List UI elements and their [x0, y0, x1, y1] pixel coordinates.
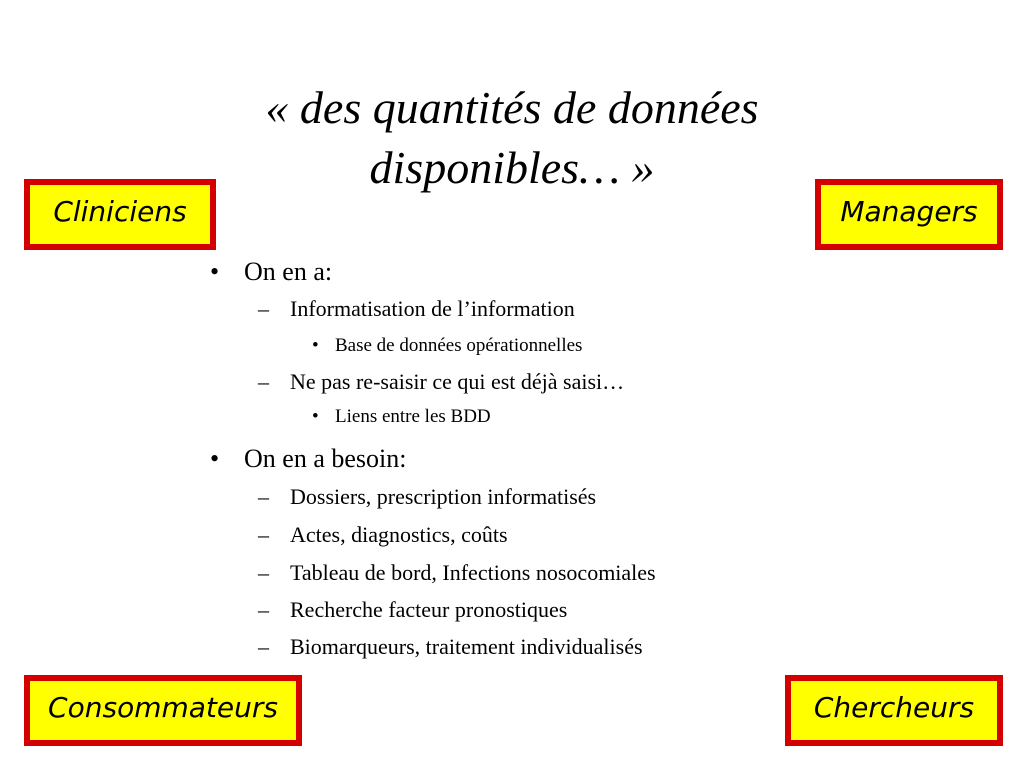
- list-item: Ne pas re-saisir ce qui est déjà saisi…: [290, 369, 625, 394]
- dash-marker: –: [258, 597, 269, 622]
- list-sub-item: Base de données opérationnelles: [335, 335, 583, 356]
- slide-title-line-2: disponibles… »: [369, 142, 655, 193]
- chercheurs-box: Chercheurs: [785, 675, 1003, 746]
- cliniciens-box: Cliniciens: [24, 179, 216, 250]
- list-item: Tableau de bord, Infections nosocomiales: [290, 560, 656, 585]
- list-item: Biomarqueurs, traitement individualisés: [290, 634, 643, 659]
- slide-title-line-1: « des quantités de données: [265, 82, 759, 133]
- section-2-heading: On en a besoin:: [244, 444, 407, 473]
- bullet-marker: •: [312, 335, 319, 356]
- dash-marker: –: [258, 484, 269, 509]
- dash-marker: –: [258, 560, 269, 585]
- list-item: Informatisation de l’information: [290, 296, 575, 321]
- dash-marker: –: [258, 369, 269, 394]
- consommateurs-box: Consommateurs: [24, 675, 302, 746]
- bullet-marker: •: [312, 406, 319, 427]
- section-1-heading: On en a:: [244, 257, 333, 286]
- managers-box: Managers: [815, 179, 1003, 250]
- bullet-marker: •: [210, 257, 220, 286]
- dash-marker: –: [258, 522, 269, 547]
- list-item: Actes, diagnostics, coûts: [290, 522, 508, 547]
- dash-marker: –: [258, 296, 269, 321]
- dash-marker: –: [258, 634, 269, 659]
- bullet-marker: •: [210, 444, 220, 473]
- list-sub-item: Liens entre les BDD: [335, 406, 491, 427]
- list-item: Recherche facteur pronostiques: [290, 597, 568, 622]
- list-item: Dossiers, prescription informatisés: [290, 484, 597, 509]
